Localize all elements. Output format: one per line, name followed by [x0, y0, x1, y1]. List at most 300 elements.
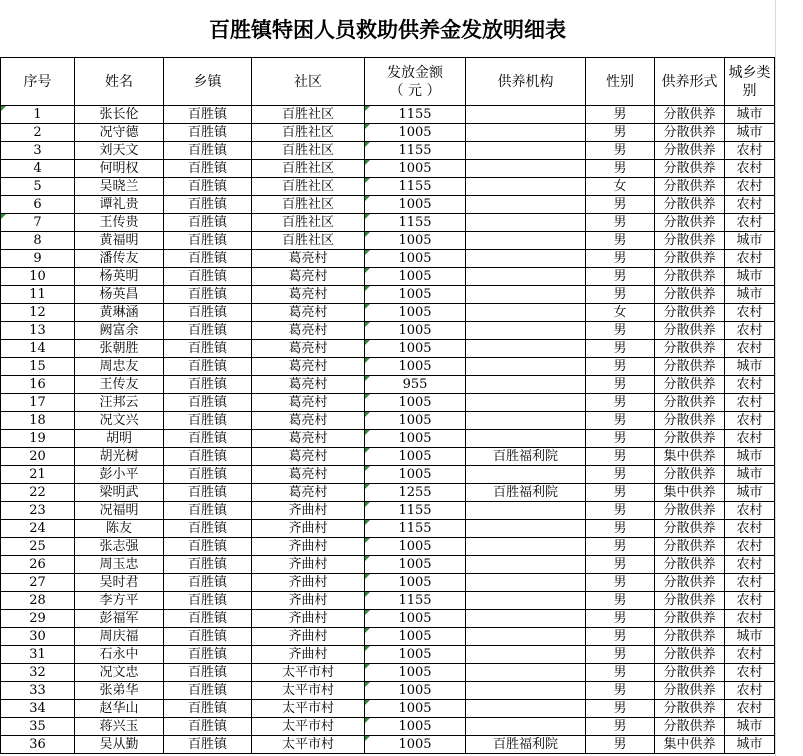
cell-town[interactable]: 百胜镇 [164, 106, 252, 124]
cell-category[interactable]: 城市 [725, 124, 775, 142]
header-name[interactable]: 姓名 [75, 58, 164, 106]
cell-community[interactable]: 百胜社区 [252, 106, 365, 124]
cell-town[interactable]: 百胜镇 [164, 286, 252, 304]
cell-seq[interactable]: 24 [1, 520, 75, 538]
cell-category[interactable]: 农村 [725, 196, 775, 214]
cell-name[interactable]: 黄琳涵 [75, 304, 164, 322]
cell-gender[interactable]: 男 [586, 106, 655, 124]
cell-form[interactable]: 分散供养 [655, 286, 725, 304]
cell-town[interactable]: 百胜镇 [164, 196, 252, 214]
cell-town[interactable]: 百胜镇 [164, 520, 252, 538]
cell-amount[interactable]: 1005 [365, 232, 466, 250]
cell-category[interactable]: 农村 [725, 376, 775, 394]
cell-amount[interactable]: 1005 [365, 286, 466, 304]
cell-seq[interactable]: 8 [1, 232, 75, 250]
cell-seq[interactable]: 30 [1, 628, 75, 646]
cell-seq[interactable]: 17 [1, 394, 75, 412]
cell-category[interactable]: 农村 [725, 610, 775, 628]
cell-town[interactable]: 百胜镇 [164, 484, 252, 502]
cell-name[interactable]: 张志强 [75, 538, 164, 556]
cell-gender[interactable]: 男 [586, 682, 655, 700]
cell-name[interactable]: 王传友 [75, 376, 164, 394]
cell-institution[interactable] [466, 394, 586, 412]
cell-seq[interactable]: 29 [1, 610, 75, 628]
cell-form[interactable]: 分散供养 [655, 592, 725, 610]
cell-form[interactable]: 分散供养 [655, 520, 725, 538]
cell-community[interactable]: 葛亮村 [252, 430, 365, 448]
cell-town[interactable]: 百胜镇 [164, 466, 252, 484]
header-institution[interactable]: 供养机构 [466, 58, 586, 106]
cell-amount[interactable]: 1155 [365, 106, 466, 124]
cell-form[interactable]: 分散供养 [655, 178, 725, 196]
cell-community[interactable]: 齐曲村 [252, 502, 365, 520]
header-form[interactable]: 供养形式 [655, 58, 725, 106]
cell-community[interactable]: 齐曲村 [252, 592, 365, 610]
cell-town[interactable]: 百胜镇 [164, 610, 252, 628]
cell-institution[interactable] [466, 376, 586, 394]
header-gender[interactable]: 性别 [586, 58, 655, 106]
cell-amount[interactable]: 1005 [365, 124, 466, 142]
cell-amount[interactable]: 1005 [365, 322, 466, 340]
cell-town[interactable]: 百胜镇 [164, 340, 252, 358]
cell-community[interactable]: 齐曲村 [252, 646, 365, 664]
cell-category[interactable]: 城市 [725, 448, 775, 466]
cell-amount[interactable]: 1005 [365, 736, 466, 754]
cell-institution[interactable] [466, 214, 586, 232]
cell-community[interactable]: 葛亮村 [252, 286, 365, 304]
cell-name[interactable]: 彭福军 [75, 610, 164, 628]
cell-name[interactable]: 吴晓兰 [75, 178, 164, 196]
cell-amount[interactable]: 1005 [365, 556, 466, 574]
cell-name[interactable]: 刘天文 [75, 142, 164, 160]
cell-community[interactable]: 齐曲村 [252, 520, 365, 538]
cell-name[interactable]: 周庆福 [75, 628, 164, 646]
cell-category[interactable]: 农村 [725, 304, 775, 322]
cell-gender[interactable]: 男 [586, 574, 655, 592]
cell-town[interactable]: 百胜镇 [164, 574, 252, 592]
cell-institution[interactable] [466, 520, 586, 538]
cell-category[interactable]: 农村 [725, 592, 775, 610]
cell-institution[interactable]: 百胜福利院 [466, 484, 586, 502]
cell-institution[interactable] [466, 646, 586, 664]
cell-category[interactable]: 农村 [725, 646, 775, 664]
cell-institution[interactable] [466, 160, 586, 178]
cell-town[interactable]: 百胜镇 [164, 412, 252, 430]
cell-form[interactable]: 分散供养 [655, 376, 725, 394]
cell-form[interactable]: 分散供养 [655, 610, 725, 628]
cell-seq[interactable]: 1 [1, 106, 75, 124]
cell-seq[interactable]: 19 [1, 430, 75, 448]
cell-form[interactable]: 分散供养 [655, 718, 725, 736]
cell-name[interactable]: 蒋兴玉 [75, 718, 164, 736]
cell-form[interactable]: 分散供养 [655, 196, 725, 214]
cell-institution[interactable] [466, 250, 586, 268]
cell-institution[interactable] [466, 664, 586, 682]
cell-gender[interactable]: 男 [586, 394, 655, 412]
cell-name[interactable]: 谭礼贵 [75, 196, 164, 214]
cell-gender[interactable]: 男 [586, 646, 655, 664]
cell-community[interactable]: 葛亮村 [252, 466, 365, 484]
cell-community[interactable]: 葛亮村 [252, 376, 365, 394]
cell-gender[interactable]: 男 [586, 412, 655, 430]
cell-seq[interactable]: 14 [1, 340, 75, 358]
cell-gender[interactable]: 男 [586, 358, 655, 376]
cell-name[interactable]: 彭小平 [75, 466, 164, 484]
cell-community[interactable]: 葛亮村 [252, 268, 365, 286]
cell-institution[interactable] [466, 700, 586, 718]
cell-amount[interactable]: 1005 [365, 250, 466, 268]
cell-town[interactable]: 百胜镇 [164, 592, 252, 610]
cell-category[interactable]: 农村 [725, 340, 775, 358]
cell-town[interactable]: 百胜镇 [164, 124, 252, 142]
cell-name[interactable]: 梁明武 [75, 484, 164, 502]
cell-name[interactable]: 吴从勤 [75, 736, 164, 754]
cell-gender[interactable]: 男 [586, 556, 655, 574]
cell-amount[interactable]: 1005 [365, 700, 466, 718]
cell-town[interactable]: 百胜镇 [164, 142, 252, 160]
cell-gender[interactable]: 男 [586, 376, 655, 394]
cell-seq[interactable]: 9 [1, 250, 75, 268]
cell-community[interactable]: 葛亮村 [252, 250, 365, 268]
cell-name[interactable]: 胡光树 [75, 448, 164, 466]
cell-name[interactable]: 黄福明 [75, 232, 164, 250]
cell-seq[interactable]: 36 [1, 736, 75, 754]
cell-institution[interactable] [466, 628, 586, 646]
cell-amount[interactable]: 1005 [365, 340, 466, 358]
cell-amount[interactable]: 1005 [365, 430, 466, 448]
cell-seq[interactable]: 32 [1, 664, 75, 682]
cell-community[interactable]: 太平市村 [252, 664, 365, 682]
cell-town[interactable]: 百胜镇 [164, 430, 252, 448]
cell-category[interactable]: 城市 [725, 628, 775, 646]
cell-name[interactable]: 胡明 [75, 430, 164, 448]
cell-community[interactable]: 齐曲村 [252, 574, 365, 592]
cell-form[interactable]: 分散供养 [655, 412, 725, 430]
cell-community[interactable]: 百胜社区 [252, 160, 365, 178]
cell-institution[interactable] [466, 466, 586, 484]
cell-town[interactable]: 百胜镇 [164, 502, 252, 520]
cell-category[interactable]: 农村 [725, 394, 775, 412]
cell-gender[interactable]: 男 [586, 214, 655, 232]
cell-name[interactable]: 汪邦云 [75, 394, 164, 412]
cell-seq[interactable]: 21 [1, 466, 75, 484]
cell-institution[interactable] [466, 322, 586, 340]
cell-form[interactable]: 分散供养 [655, 124, 725, 142]
cell-town[interactable]: 百胜镇 [164, 214, 252, 232]
cell-name[interactable]: 张长伦 [75, 106, 164, 124]
cell-seq[interactable]: 18 [1, 412, 75, 430]
cell-amount[interactable]: 1005 [365, 160, 466, 178]
cell-category[interactable]: 农村 [725, 142, 775, 160]
cell-community[interactable]: 百胜社区 [252, 178, 365, 196]
cell-institution[interactable] [466, 682, 586, 700]
cell-gender[interactable]: 男 [586, 232, 655, 250]
cell-seq[interactable]: 15 [1, 358, 75, 376]
cell-seq[interactable]: 22 [1, 484, 75, 502]
header-category[interactable]: 城乡类别 [725, 58, 775, 106]
cell-name[interactable]: 张朝胜 [75, 340, 164, 358]
cell-gender[interactable]: 男 [586, 592, 655, 610]
cell-amount[interactable]: 1005 [365, 304, 466, 322]
cell-category[interactable]: 农村 [725, 160, 775, 178]
cell-amount[interactable]: 1005 [365, 268, 466, 286]
cell-gender[interactable]: 男 [586, 250, 655, 268]
cell-gender[interactable]: 男 [586, 538, 655, 556]
header-seq[interactable]: 序号 [1, 58, 75, 106]
cell-institution[interactable] [466, 610, 586, 628]
cell-amount[interactable]: 1005 [365, 682, 466, 700]
cell-community[interactable]: 齐曲村 [252, 538, 365, 556]
cell-institution[interactable] [466, 556, 586, 574]
cell-category[interactable]: 农村 [725, 682, 775, 700]
cell-town[interactable]: 百胜镇 [164, 538, 252, 556]
cell-form[interactable]: 分散供养 [655, 556, 725, 574]
cell-gender[interactable]: 男 [586, 628, 655, 646]
cell-form[interactable]: 分散供养 [655, 358, 725, 376]
cell-seq[interactable]: 10 [1, 268, 75, 286]
cell-town[interactable]: 百胜镇 [164, 628, 252, 646]
cell-amount[interactable]: 1005 [365, 628, 466, 646]
cell-gender[interactable]: 女 [586, 304, 655, 322]
cell-amount[interactable]: 1155 [365, 178, 466, 196]
cell-community[interactable]: 太平市村 [252, 736, 365, 754]
cell-amount[interactable]: 1155 [365, 142, 466, 160]
cell-community[interactable]: 葛亮村 [252, 358, 365, 376]
cell-category[interactable]: 城市 [725, 106, 775, 124]
cell-town[interactable]: 百胜镇 [164, 376, 252, 394]
cell-amount[interactable]: 1005 [365, 358, 466, 376]
cell-form[interactable]: 分散供养 [655, 574, 725, 592]
header-community[interactable]: 社区 [252, 58, 365, 106]
cell-amount[interactable]: 1005 [365, 466, 466, 484]
cell-category[interactable]: 农村 [725, 412, 775, 430]
cell-form[interactable]: 分散供养 [655, 268, 725, 286]
cell-amount[interactable]: 1155 [365, 592, 466, 610]
cell-institution[interactable] [466, 592, 586, 610]
cell-form[interactable]: 分散供养 [655, 322, 725, 340]
sheet-title[interactable]: 百胜镇特困人员救助供养金发放明细表 [0, 0, 776, 57]
cell-gender[interactable]: 男 [586, 520, 655, 538]
cell-seq[interactable]: 7 [1, 214, 75, 232]
cell-community[interactable]: 太平市村 [252, 700, 365, 718]
cell-name[interactable]: 况福明 [75, 502, 164, 520]
cell-gender[interactable]: 女 [586, 178, 655, 196]
cell-seq[interactable]: 35 [1, 718, 75, 736]
cell-name[interactable]: 况文兴 [75, 412, 164, 430]
cell-category[interactable]: 农村 [725, 322, 775, 340]
cell-amount[interactable]: 1155 [365, 520, 466, 538]
cell-gender[interactable]: 男 [586, 286, 655, 304]
cell-institution[interactable] [466, 232, 586, 250]
cell-seq[interactable]: 4 [1, 160, 75, 178]
cell-amount[interactable]: 1005 [365, 610, 466, 628]
cell-institution[interactable] [466, 718, 586, 736]
cell-name[interactable]: 陈友 [75, 520, 164, 538]
cell-amount[interactable]: 1005 [365, 394, 466, 412]
cell-form[interactable]: 分散供养 [655, 664, 725, 682]
cell-seq[interactable]: 31 [1, 646, 75, 664]
cell-seq[interactable]: 16 [1, 376, 75, 394]
cell-community[interactable]: 百胜社区 [252, 196, 365, 214]
cell-name[interactable]: 周玉忠 [75, 556, 164, 574]
cell-name[interactable]: 潘传友 [75, 250, 164, 268]
cell-category[interactable]: 城市 [725, 358, 775, 376]
cell-category[interactable]: 农村 [725, 502, 775, 520]
cell-seq[interactable]: 12 [1, 304, 75, 322]
cell-amount[interactable]: 1005 [365, 574, 466, 592]
cell-gender[interactable]: 男 [586, 160, 655, 178]
cell-town[interactable]: 百胜镇 [164, 736, 252, 754]
cell-community[interactable]: 葛亮村 [252, 304, 365, 322]
cell-category[interactable]: 城市 [725, 736, 775, 754]
cell-town[interactable]: 百胜镇 [164, 358, 252, 376]
cell-name[interactable]: 吴时君 [75, 574, 164, 592]
cell-institution[interactable] [466, 268, 586, 286]
cell-form[interactable]: 分散供养 [655, 538, 725, 556]
cell-community[interactable]: 齐曲村 [252, 628, 365, 646]
header-town[interactable]: 乡镇 [164, 58, 252, 106]
cell-institution[interactable] [466, 304, 586, 322]
cell-town[interactable]: 百胜镇 [164, 160, 252, 178]
cell-category[interactable]: 农村 [725, 700, 775, 718]
cell-amount[interactable]: 1005 [365, 664, 466, 682]
cell-category[interactable]: 农村 [725, 250, 775, 268]
cell-seq[interactable]: 3 [1, 142, 75, 160]
cell-town[interactable]: 百胜镇 [164, 556, 252, 574]
cell-town[interactable]: 百胜镇 [164, 394, 252, 412]
cell-gender[interactable]: 男 [586, 196, 655, 214]
cell-institution[interactable] [466, 142, 586, 160]
cell-category[interactable]: 农村 [725, 538, 775, 556]
cell-seq[interactable]: 33 [1, 682, 75, 700]
cell-institution[interactable] [466, 106, 586, 124]
cell-form[interactable]: 分散供养 [655, 646, 725, 664]
cell-category[interactable]: 农村 [725, 178, 775, 196]
cell-category[interactable]: 农村 [725, 574, 775, 592]
cell-gender[interactable]: 男 [586, 718, 655, 736]
cell-seq[interactable]: 25 [1, 538, 75, 556]
cell-category[interactable]: 城市 [725, 232, 775, 250]
cell-name[interactable]: 况守德 [75, 124, 164, 142]
cell-name[interactable]: 王传贵 [75, 214, 164, 232]
cell-seq[interactable]: 27 [1, 574, 75, 592]
cell-gender[interactable]: 男 [586, 484, 655, 502]
cell-gender[interactable]: 男 [586, 736, 655, 754]
cell-seq[interactable]: 13 [1, 322, 75, 340]
cell-seq[interactable]: 11 [1, 286, 75, 304]
cell-institution[interactable]: 百胜福利院 [466, 448, 586, 466]
cell-name[interactable]: 石永中 [75, 646, 164, 664]
cell-gender[interactable]: 男 [586, 142, 655, 160]
cell-form[interactable]: 分散供养 [655, 682, 725, 700]
cell-name[interactable]: 杨英明 [75, 268, 164, 286]
cell-gender[interactable]: 男 [586, 610, 655, 628]
cell-town[interactable]: 百胜镇 [164, 178, 252, 196]
header-amount[interactable] [365, 58, 466, 106]
cell-town[interactable]: 百胜镇 [164, 718, 252, 736]
cell-form[interactable]: 分散供养 [655, 304, 725, 322]
cell-form[interactable]: 集中供养 [655, 484, 725, 502]
cell-community[interactable]: 葛亮村 [252, 412, 365, 430]
cell-form[interactable]: 分散供养 [655, 340, 725, 358]
cell-amount[interactable]: 1005 [365, 196, 466, 214]
cell-amount[interactable]: 1005 [365, 412, 466, 430]
cell-gender[interactable]: 男 [586, 448, 655, 466]
cell-form[interactable]: 分散供养 [655, 106, 725, 124]
cell-category[interactable]: 农村 [725, 664, 775, 682]
cell-seq[interactable]: 34 [1, 700, 75, 718]
cell-form[interactable]: 分散供养 [655, 700, 725, 718]
cell-community[interactable]: 齐曲村 [252, 556, 365, 574]
cell-name[interactable]: 杨英昌 [75, 286, 164, 304]
cell-town[interactable]: 百胜镇 [164, 250, 252, 268]
cell-form[interactable]: 分散供养 [655, 142, 725, 160]
cell-form[interactable]: 分散供养 [655, 394, 725, 412]
cell-community[interactable]: 太平市村 [252, 682, 365, 700]
cell-gender[interactable]: 男 [586, 322, 655, 340]
cell-form[interactable]: 集中供养 [655, 736, 725, 754]
cell-form[interactable]: 分散供养 [655, 160, 725, 178]
cell-institution[interactable] [466, 178, 586, 196]
cell-category[interactable]: 城市 [725, 466, 775, 484]
cell-gender[interactable]: 男 [586, 664, 655, 682]
cell-seq[interactable]: 26 [1, 556, 75, 574]
cell-community[interactable]: 百胜社区 [252, 214, 365, 232]
cell-community[interactable]: 葛亮村 [252, 448, 365, 466]
cell-category[interactable]: 农村 [725, 520, 775, 538]
cell-gender[interactable]: 男 [586, 124, 655, 142]
cell-institution[interactable] [466, 538, 586, 556]
cell-form[interactable]: 集中供养 [655, 448, 725, 466]
cell-town[interactable]: 百胜镇 [164, 304, 252, 322]
cell-category[interactable]: 农村 [725, 430, 775, 448]
cell-amount[interactable]: 1005 [365, 538, 466, 556]
cell-institution[interactable] [466, 340, 586, 358]
cell-form[interactable]: 分散供养 [655, 232, 725, 250]
cell-category[interactable]: 城市 [725, 718, 775, 736]
cell-seq[interactable]: 28 [1, 592, 75, 610]
cell-town[interactable]: 百胜镇 [164, 664, 252, 682]
cell-category[interactable]: 城市 [725, 484, 775, 502]
cell-form[interactable]: 分散供养 [655, 466, 725, 484]
cell-category[interactable]: 城市 [725, 268, 775, 286]
cell-amount[interactable]: 1155 [365, 214, 466, 232]
cell-institution[interactable] [466, 124, 586, 142]
cell-form[interactable]: 分散供养 [655, 628, 725, 646]
cell-institution[interactable] [466, 412, 586, 430]
cell-form[interactable]: 分散供养 [655, 214, 725, 232]
cell-form[interactable]: 分散供养 [655, 430, 725, 448]
cell-amount[interactable]: 1005 [365, 646, 466, 664]
cell-institution[interactable] [466, 196, 586, 214]
cell-gender[interactable]: 男 [586, 502, 655, 520]
cell-seq[interactable]: 5 [1, 178, 75, 196]
cell-amount[interactable]: 1255 [365, 484, 466, 502]
cell-gender[interactable]: 男 [586, 340, 655, 358]
cell-town[interactable]: 百胜镇 [164, 232, 252, 250]
cell-town[interactable]: 百胜镇 [164, 322, 252, 340]
cell-seq[interactable]: 20 [1, 448, 75, 466]
cell-institution[interactable] [466, 502, 586, 520]
cell-amount[interactable]: 1005 [365, 448, 466, 466]
cell-category[interactable]: 农村 [725, 214, 775, 232]
cell-institution[interactable] [466, 430, 586, 448]
cell-category[interactable]: 农村 [725, 556, 775, 574]
cell-gender[interactable]: 男 [586, 700, 655, 718]
cell-amount[interactable]: 955 [365, 376, 466, 394]
cell-community[interactable]: 葛亮村 [252, 322, 365, 340]
cell-institution[interactable]: 百胜福利院 [466, 736, 586, 754]
